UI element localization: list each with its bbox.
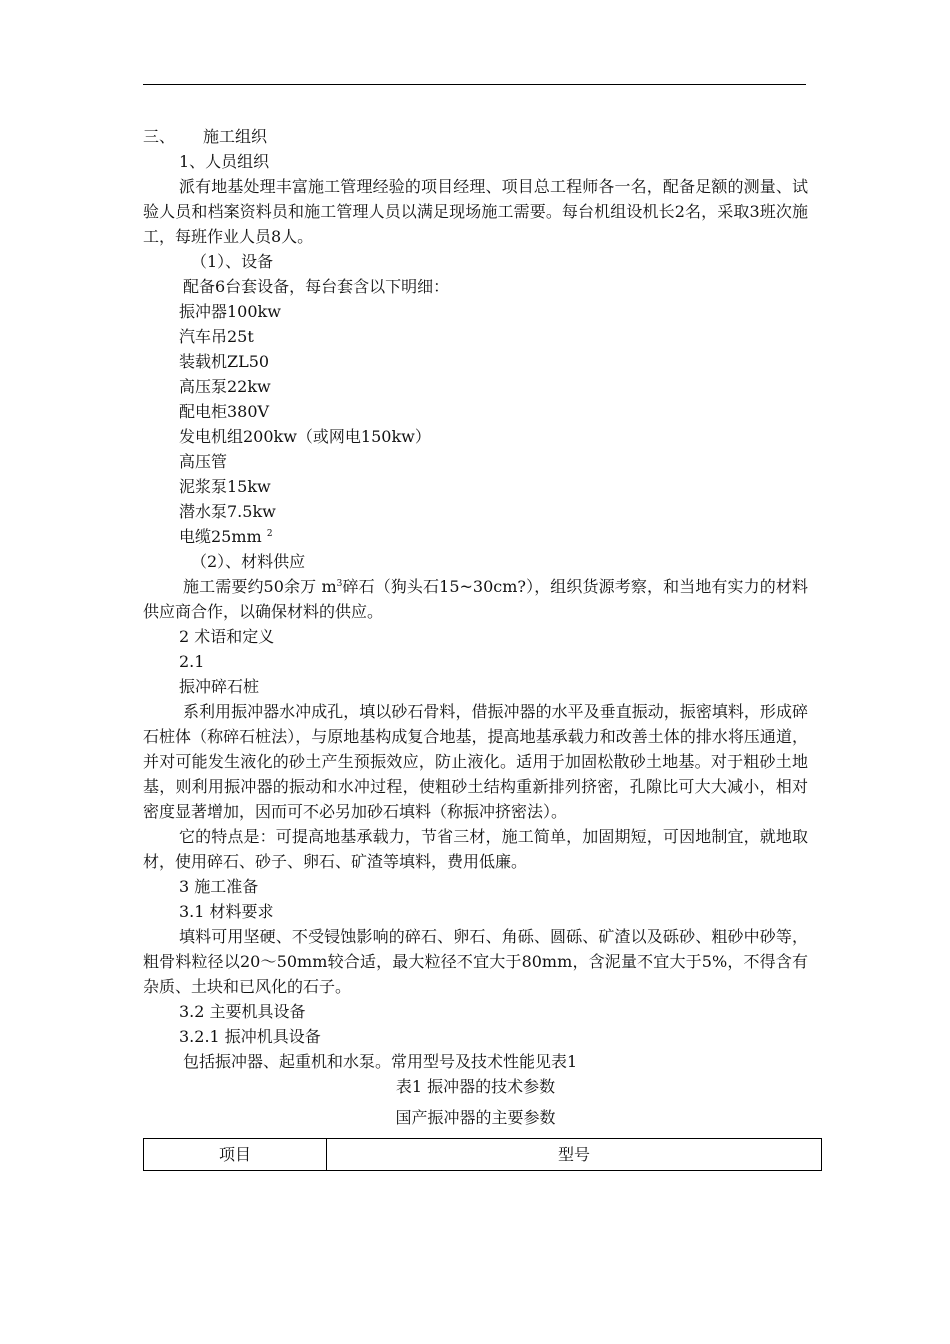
equipment-item-cable — [143, 524, 808, 549]
terms-paragraph-2: 它的特点是：可提高地基承载力，节省三材，施工简单，加固期短，可因地制宜，就地取材，使用碎石、砂子、卵石、矿渣等填料，费用低廉。 — [143, 827, 808, 871]
prep-heading: 3 施工准备 — [179, 877, 259, 896]
section-heading — [143, 124, 808, 149]
cable-superscript: 2 — [266, 529, 273, 539]
document-body — [143, 124, 808, 1171]
equipment-item: 发电机组200kw（或网电150kw） — [179, 427, 431, 446]
section-title: 施工组织 — [203, 127, 268, 146]
materials-superscript: 3 — [336, 579, 343, 589]
prep-subheading-1: 3.1 材料要求 — [179, 902, 274, 921]
materials-text-b: 碎石（狗头石15~30cm?），组织货源考察，和当地有实力的材料供应商合作，以确保材料的供应。 — [143, 577, 808, 621]
equipment-item: 泥浆泵15kw — [179, 477, 271, 496]
equipment-item: 高压管 — [179, 452, 228, 471]
equipment-item: 配电柜380V — [179, 402, 270, 421]
equipment-item: 潜水泵7.5kw — [179, 502, 276, 521]
terms-heading: 2 术语和定义 — [179, 627, 275, 646]
table-subcaption: 国产振冲器的主要参数 — [395, 1108, 556, 1127]
materials-paragraph — [143, 574, 808, 624]
personnel-heading: 1、人员组织 — [179, 152, 270, 171]
header-rule — [143, 84, 806, 85]
equipment-item: 振冲器100kw — [179, 302, 281, 321]
personnel-paragraph: 派有地基处理丰富施工管理经验的项目经理、项目总工程师各一名，配备足额的测量、试验人员和档案资料员和施工管理人员以满足现场施工需要。每台机组设机长2名，采取3班次施工，每班作业人员8人。 — [143, 177, 808, 246]
prep-paragraph: 填料可用坚硬、不受锓蚀影响的碎石、卵石、角砾、圆砾、矿渣以及砾砂、粗砂中砂等，粗骨料粒径以20～50mm较合适，最大粒径不宜大于80mm，含泥量不宜大于5%，不得含有杂质、土块和已风化的石子。 — [143, 927, 808, 996]
table-header-item: 项目 — [144, 1139, 327, 1171]
equipment-intro: 配备6台套设备，每台套含以下明细： — [183, 277, 450, 296]
equipment-heading: （1）、设备 — [191, 252, 274, 271]
equipment-item: 高压泵22kw — [179, 377, 271, 396]
prep-paragraph-2: 包括振冲器、起重机和水泵。常用型号及技术性能见表1 — [183, 1052, 578, 1071]
cable-text: 电缆25mm — [179, 527, 262, 546]
materials-heading: （2）、材料供应 — [191, 552, 306, 571]
equipment-item: 装载机ZL50 — [179, 352, 270, 371]
table-header-row — [144, 1139, 822, 1171]
section-number: 三、 — [143, 127, 176, 146]
table-caption: 表1 振冲器的技术参数 — [395, 1077, 556, 1096]
equipment-item: 汽车吊25t — [179, 327, 254, 346]
terms-paragraph-1: 系利用振冲器水冲成孔，填以砂石骨料，借振冲器的水平及垂直振动，振密填料，形成碎石桩体（称碎石桩法），与原地基构成复合地基，提高地基承载力和改善土体的排水将压通道，并对可能发生液化的砂土产生预振效应，防止液化。适用于加固松散砂土地基。对于粗砂土地基，则利用振冲器的振动和水冲过程，使粗砂土结构重新排列挤密，孔隙比可大大减小，相对密度显著增加，因而可不必另加砂石填料（称振冲挤密法）。 — [143, 702, 808, 821]
terms-subsection-number: 2.1 — [179, 652, 205, 671]
prep-subheading-2: 3.2 主要机具设备 — [179, 1002, 306, 1021]
parameters-table — [143, 1138, 822, 1171]
table-header-model: 型号 — [327, 1139, 822, 1171]
prep-subheading-3: 3.2.1 振冲机具设备 — [179, 1027, 321, 1046]
terms-subsection-title: 振冲碎石桩 — [179, 677, 260, 696]
materials-text-a: 施工需要约50余万 m — [183, 577, 337, 596]
